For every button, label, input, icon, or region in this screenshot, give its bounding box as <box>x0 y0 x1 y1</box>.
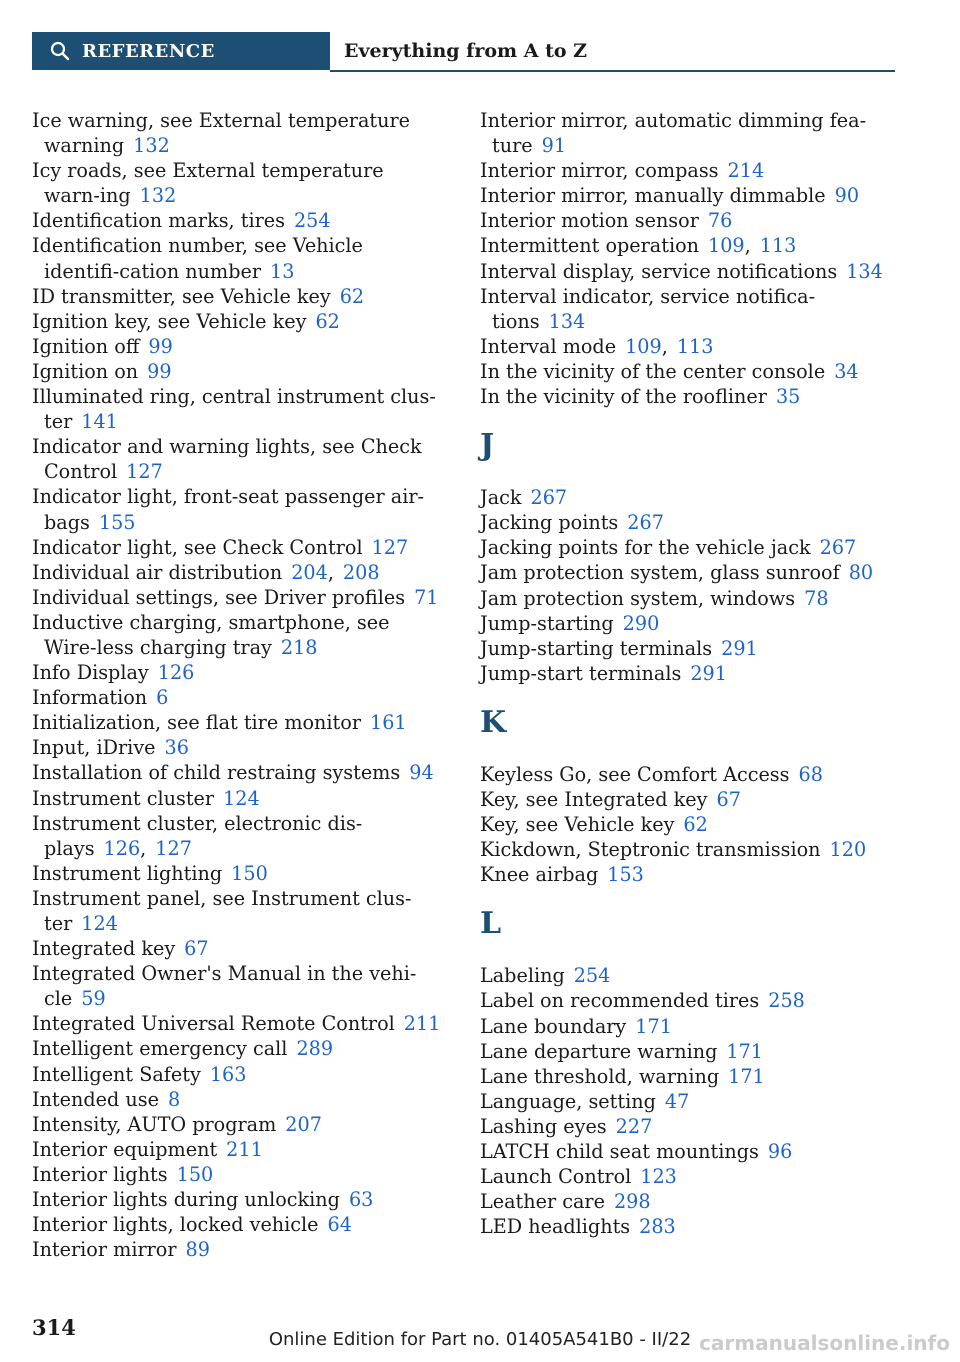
page-link[interactable]: 124 <box>223 786 260 810</box>
index-entry <box>480 636 892 661</box>
index-entry-text: Identification marks, tires <box>32 209 285 233</box>
page-link[interactable]: 132 <box>133 134 170 158</box>
index-entry <box>480 661 892 686</box>
page-link[interactable]: 90 <box>834 184 860 208</box>
page-link[interactable]: 134 <box>846 259 883 283</box>
index-entry <box>32 961 444 1011</box>
index-entry-text: Info Display <box>32 661 149 685</box>
page-link[interactable]: 267 <box>819 536 857 560</box>
section-label: REFERENCE <box>82 40 215 62</box>
page-link[interactable]: 64 <box>327 1213 352 1237</box>
page-link[interactable]: 132 <box>139 184 177 208</box>
page-link[interactable]: 127 <box>371 535 409 559</box>
page-link[interactable]: 99 <box>148 334 173 358</box>
index-entry-text: Instrument lighting <box>32 861 223 885</box>
page-link[interactable]: 211 <box>226 1137 263 1161</box>
index-entry-text: Interval indicator, service notifica-tions <box>480 284 816 333</box>
index-column-right <box>480 108 892 1239</box>
index-entry-text: Jump-start terminals <box>480 661 682 685</box>
index-entry <box>480 988 892 1013</box>
index-entry-text: Launch Control <box>480 1165 632 1189</box>
page-link[interactable]: 109 <box>625 334 662 358</box>
index-entry-text: Lane boundary <box>480 1014 627 1038</box>
page-link[interactable]: 76 <box>707 209 733 233</box>
page-link[interactable]: 171 <box>728 1064 765 1088</box>
index-entry-text: Ignition off <box>32 334 140 358</box>
index-column-left <box>32 108 444 1262</box>
page-link[interactable]: 6 <box>156 686 169 710</box>
page-link[interactable]: 91 <box>541 134 567 158</box>
index-entry <box>480 384 892 409</box>
index-entry-text: Labeling <box>480 964 565 988</box>
index-entry <box>480 1014 892 1039</box>
index-entry-text: Lane threshold, warning <box>480 1064 720 1088</box>
page-number: 314 <box>32 1315 76 1340</box>
index-entry-text: Intermittent operation <box>480 234 700 258</box>
index-entry <box>480 359 892 384</box>
page-link[interactable]: 123 <box>640 1165 677 1189</box>
index-entry <box>32 334 444 359</box>
page-link[interactable]: 289 <box>296 1037 334 1061</box>
index-entry-text: Instrument panel, see Instrument clus-ter <box>32 886 412 935</box>
index-entry-text: Jam protection system, glass sunroof <box>480 561 840 585</box>
index-entry <box>32 760 444 785</box>
index-entry-text: Interior mirror, automatic dimming fea-ture <box>480 109 867 158</box>
page-link[interactable]: 126 <box>157 661 195 685</box>
index-entry <box>32 1187 444 1212</box>
index-entry <box>480 837 892 862</box>
index-entry-text: Label on recommended tires <box>480 989 760 1013</box>
page-link[interactable]: 62 <box>315 309 340 333</box>
index-entry-text: Key, see Integrated key <box>480 787 708 811</box>
page-link[interactable]: 71 <box>414 585 439 609</box>
page-link[interactable]: 109 <box>708 234 745 258</box>
index-entry <box>32 1036 444 1061</box>
index-entry-text: Integrated Owner's Manual in the vehi-cle <box>32 962 417 1011</box>
page-link[interactable]: 267 <box>530 486 568 510</box>
index-entry <box>480 158 892 183</box>
page-link[interactable]: 163 <box>209 1062 247 1086</box>
page-link[interactable]: 67 <box>716 787 741 811</box>
index-entry-text: Interior motion sensor <box>480 209 699 233</box>
index-entry <box>480 762 892 787</box>
index-entry <box>32 936 444 961</box>
index-entry-text: Information <box>32 686 148 710</box>
index-entry <box>480 1114 892 1139</box>
page-link[interactable]: 62 <box>683 813 708 837</box>
index-entry <box>32 861 444 886</box>
page-link[interactable]: 47 <box>664 1089 690 1113</box>
chapter-title: Everything from A to Z <box>344 40 588 62</box>
index-entry-text: Instrument cluster, electronic dis-plays <box>32 811 363 860</box>
page-link[interactable]: 120 <box>829 838 867 862</box>
index-entry-text: Ice warning, see External temperature warning <box>32 109 411 158</box>
index-entry-text: Intended use <box>32 1087 159 1111</box>
index-entry <box>480 208 892 233</box>
page-link[interactable]: 290 <box>622 611 660 635</box>
index-entry-text: Language, setting <box>480 1089 656 1113</box>
index-entry <box>480 1089 892 1114</box>
index-entry <box>32 233 444 283</box>
index-entry <box>480 1189 892 1214</box>
index-entry-text: Kickdown, Steptronic transmission <box>480 838 821 862</box>
index-entry-text: In the vicinity of the roofliner <box>480 385 767 409</box>
index-entry-text: Instrument cluster <box>32 786 215 810</box>
page-link[interactable]: 113 <box>676 334 714 358</box>
index-entry-text: Interior lights <box>32 1162 168 1186</box>
index-entry-text: Interval display, service notifications <box>480 259 838 283</box>
index-entry-text: Knee airbag <box>480 863 599 887</box>
index-entry <box>32 1137 444 1162</box>
index-entry-text: LATCH child seat mountings <box>480 1140 759 1163</box>
index-entry <box>480 787 892 812</box>
index-entry-text: Ignition key, see Vehicle key <box>32 309 307 333</box>
footer-edition: Online Edition for Part no. 01405A541B0 - II/22 <box>268 1329 692 1350</box>
index-entry-text: Jam protection system, windows <box>480 586 796 610</box>
index-entry-text: Input, iDrive <box>32 736 156 760</box>
index-entry <box>32 309 444 334</box>
index-entry <box>480 259 892 284</box>
page-link[interactable]: 204 <box>291 560 328 584</box>
index-entry <box>480 485 892 510</box>
index-entry <box>480 1039 892 1064</box>
index-entry-text: Intensity, AUTO program <box>32 1112 277 1136</box>
index-entry <box>32 610 444 660</box>
index-entry-text: Jump-starting terminals <box>480 636 713 660</box>
index-entry <box>480 862 892 887</box>
index-entry-text: Lashing eyes <box>480 1114 607 1138</box>
page-link[interactable]: 171 <box>726 1039 764 1063</box>
index-entry <box>32 585 444 610</box>
index-entry-text: Individual air distribution <box>32 560 283 584</box>
index-entry-text: LED headlights <box>480 1215 631 1239</box>
page-link[interactable]: 291 <box>690 661 727 685</box>
index-entry <box>480 284 892 334</box>
section-tab <box>32 32 330 70</box>
index-letter-heading: K <box>480 704 507 740</box>
page-link[interactable]: 13 <box>270 259 295 283</box>
page-link[interactable]: 89 <box>185 1238 210 1262</box>
index-entry: Individual air distribution 204, 208 <box>32 560 380 584</box>
page-link[interactable]: 254 <box>293 209 331 233</box>
page-link[interactable]: 134 <box>548 309 586 333</box>
index-entry <box>32 284 444 309</box>
index-entry <box>32 1237 444 1262</box>
page-link[interactable]: 99 <box>147 359 172 383</box>
index-entry <box>480 1164 892 1189</box>
index-entry <box>32 359 444 384</box>
index-entry-text: Identification number, see Vehicle identifi-cation number <box>32 234 363 283</box>
page-link[interactable]: 62 <box>339 284 365 308</box>
index-entry <box>32 535 444 560</box>
index-entry: Instrument cluster, electronic dis-plays 126, 127 <box>32 811 363 860</box>
index-entry <box>32 685 444 710</box>
page-link[interactable]: 283 <box>639 1215 676 1239</box>
index-entry <box>32 660 444 685</box>
index-entry: Interval mode 109, 113 <box>480 334 714 358</box>
index-entry-text: ID transmitter, see Vehicle key <box>32 284 331 308</box>
magnifier-icon <box>50 41 70 61</box>
index-entry <box>480 611 892 636</box>
index-entry <box>32 1112 444 1137</box>
index-entry <box>32 384 444 434</box>
index-entry <box>480 1139 892 1164</box>
index-entry-text: Icy roads, see External temperature warn-ing <box>32 159 384 208</box>
index-entry <box>480 510 892 535</box>
index-entry-text: Interior mirror, manually dimmable <box>480 184 826 208</box>
index-entry-text: Indicator light, see Check Control <box>32 535 363 559</box>
page-link[interactable]: 211 <box>403 1012 441 1036</box>
page-link[interactable]: 298 <box>613 1190 651 1214</box>
index-entry <box>32 1011 444 1036</box>
index-entry-text: Interval mode <box>480 334 617 358</box>
index-entry <box>32 108 444 158</box>
index-entry: Intermittent operation 109, 113 <box>480 234 797 258</box>
page-link[interactable]: 267 <box>627 511 664 535</box>
page-link[interactable]: 171 <box>635 1014 672 1038</box>
page-link[interactable]: 155 <box>98 510 136 534</box>
page-link[interactable]: 150 <box>231 861 268 885</box>
index-entry <box>32 208 444 233</box>
index-entry-text: Interior mirror <box>32 1238 177 1262</box>
index-entry-text: In the vicinity of the center console <box>480 359 826 383</box>
page-header <box>32 32 895 72</box>
page-link[interactable]: 208 <box>342 560 380 584</box>
index-entry <box>480 963 892 988</box>
index-entry-text: Interior lights during unlocking <box>32 1188 340 1212</box>
index-entry-text: Lane departure warning <box>480 1039 718 1063</box>
page-link[interactable]: 124 <box>81 912 118 935</box>
page-link[interactable]: 141 <box>81 410 118 434</box>
index-entry <box>480 535 892 560</box>
index-entry <box>32 1062 444 1087</box>
index-entry-text: Installation of child restraing systems <box>32 761 401 785</box>
page-link[interactable]: 68 <box>798 762 823 786</box>
index-entry <box>32 1162 444 1187</box>
index-entry-text: Leather care <box>480 1190 605 1214</box>
page-link[interactable]: 214 <box>727 159 765 183</box>
index-entry <box>32 710 444 735</box>
page-link[interactable]: 96 <box>767 1140 793 1163</box>
index-entry-text: Illuminated ring, central instrument clus-ter <box>32 385 436 434</box>
page-link[interactable]: 78 <box>804 586 829 610</box>
index-entry-text: Indicator light, front-seat passenger air-bags <box>32 485 424 534</box>
index-entry <box>32 1212 444 1237</box>
page-link[interactable]: 113 <box>759 234 797 258</box>
index-entry-text: Jump-starting <box>480 611 614 635</box>
index-letter-heading: J <box>480 428 495 464</box>
index-letter-heading: L <box>480 906 502 942</box>
index-entry-text: Inductive charging, smartphone, see Wire-less charging tray <box>32 610 390 659</box>
index-entry <box>32 735 444 760</box>
page-link[interactable]: 127 <box>155 836 192 860</box>
index-entry <box>32 434 444 484</box>
page-link[interactable]: 94 <box>409 761 434 785</box>
page-link[interactable]: 153 <box>607 863 644 887</box>
page-link[interactable]: 126 <box>103 836 141 860</box>
index-entry <box>480 183 892 208</box>
page-link[interactable]: 63 <box>348 1188 374 1212</box>
index-entry <box>480 1214 892 1239</box>
page-link[interactable]: 218 <box>280 635 318 659</box>
page-link[interactable]: 34 <box>834 359 859 383</box>
index-entry <box>32 886 444 936</box>
page-link[interactable]: 207 <box>285 1112 322 1136</box>
page-link[interactable]: 36 <box>164 736 189 760</box>
index-entry <box>480 108 892 158</box>
index-entry-text: Interior mirror, compass <box>480 159 719 183</box>
index-entry-text: Individual settings, see Driver profiles <box>32 585 406 609</box>
index-entry <box>480 812 892 837</box>
index-entry-text: Intelligent Safety <box>32 1062 201 1086</box>
page-link[interactable]: 150 <box>176 1162 214 1186</box>
index-entry-text: Jacking points <box>480 511 619 535</box>
page-link[interactable]: 67 <box>184 937 209 961</box>
page-link[interactable]: 227 <box>615 1114 653 1138</box>
page-link[interactable]: 8 <box>167 1087 181 1111</box>
page-link[interactable]: 59 <box>81 987 106 1011</box>
index-entry <box>32 1087 444 1112</box>
index-entry-text: Indicator and warning lights, see Check Control <box>32 435 422 484</box>
index-entry-text: Key, see Vehicle key <box>480 813 675 837</box>
page-link[interactable]: 161 <box>370 711 407 735</box>
index-entry-text: Integrated key <box>32 937 176 961</box>
watermark: carmanualsonline.info <box>699 1331 950 1355</box>
index-entry-text: Integrated Universal Remote Control <box>32 1012 395 1036</box>
index-entry-text: Keyless Go, see Comfort Access <box>480 762 790 786</box>
page-link[interactable]: 80 <box>848 561 874 585</box>
index-entry-text: Interior equipment <box>32 1137 218 1161</box>
index-entry-text: Interior lights, locked vehicle <box>32 1213 319 1237</box>
index-entry-text: Initialization, see flat tire monitor <box>32 711 361 735</box>
index-entry-text: Intelligent emergency call <box>32 1037 288 1061</box>
page-link[interactable]: 35 <box>775 385 801 409</box>
index-entry <box>32 786 444 811</box>
index-entry-text: Jack <box>480 486 522 510</box>
index-entry <box>480 1064 892 1089</box>
index-entry <box>32 484 444 534</box>
index-entry-text: Jacking points for the vehicle jack <box>480 536 811 560</box>
index-entry <box>480 560 892 585</box>
index-entry-text: Ignition on <box>32 359 139 383</box>
page-link[interactable]: 254 <box>573 964 611 988</box>
index-entry <box>480 586 892 611</box>
page-link[interactable]: 258 <box>768 989 805 1013</box>
page-link[interactable]: 127 <box>126 460 163 484</box>
page-link[interactable]: 291 <box>721 636 758 660</box>
index-entry <box>32 158 444 208</box>
header-rule <box>330 70 895 72</box>
